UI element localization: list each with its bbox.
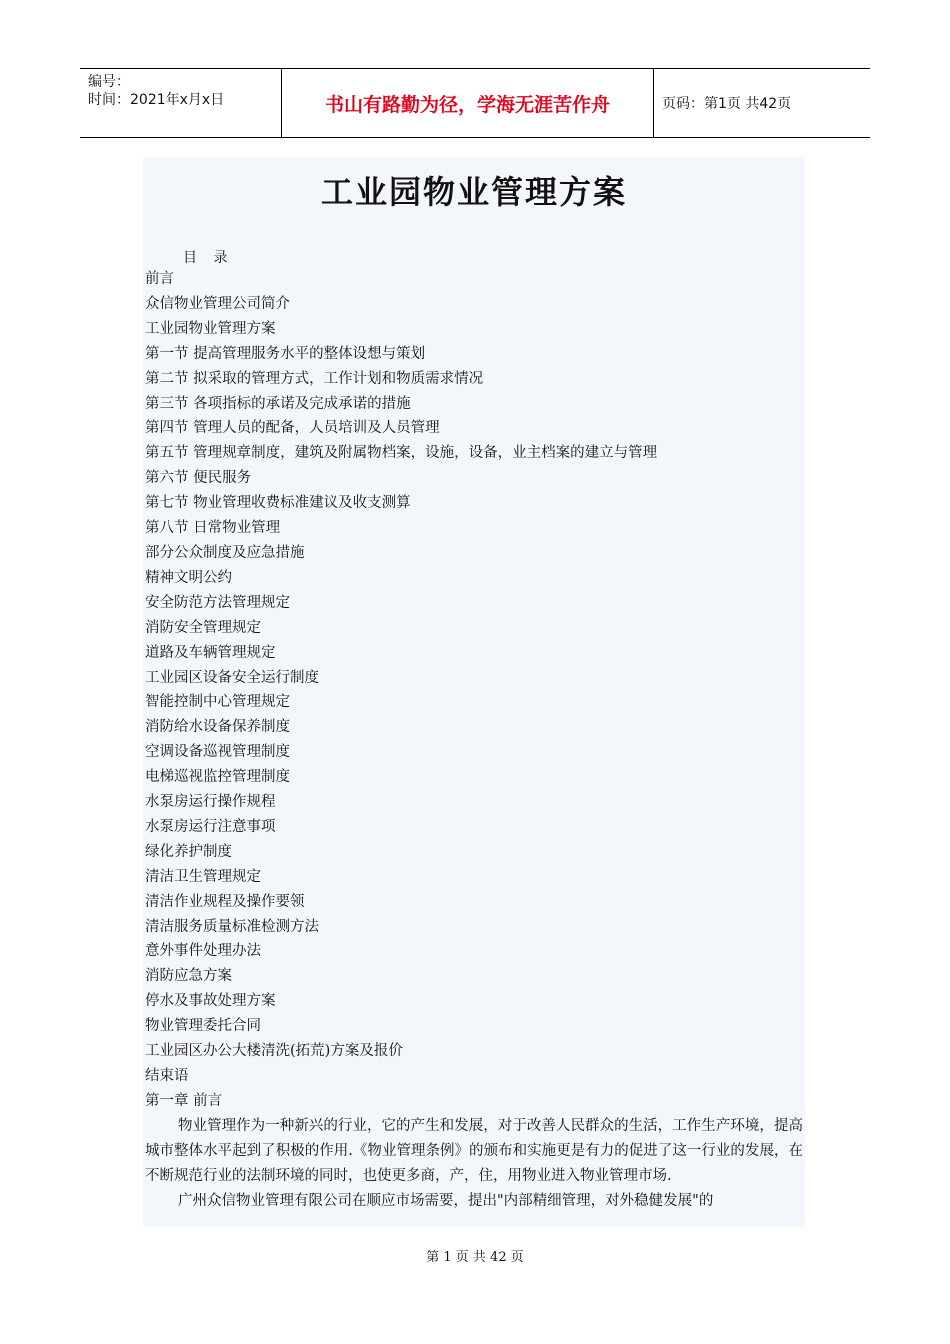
toc-item: 水泵房运行操作规程 — [145, 794, 276, 811]
toc-item: 安全防范方法管理规定 — [145, 594, 290, 611]
header-motto: 书山有路勤为径，学海无涯苦作舟 — [282, 69, 654, 137]
toc-item: 第八节 日常物业管理 — [145, 520, 281, 537]
toc-item: 空调设备巡视管理制度 — [145, 744, 290, 761]
toc-item: 精神文明公约 — [145, 569, 232, 586]
toc-item: 工业园物业管理方案 — [145, 320, 276, 337]
toc-item: 第六节 便民服务 — [145, 470, 252, 487]
toc-item: 第三节 各项指标的承诺及完成承诺的措施 — [145, 395, 411, 412]
toc-item: 消防给水设备保养制度 — [145, 719, 290, 736]
toc-item: 第五节 管理规章制度，建筑及附属物档案，设施，设备，业主档案的建立与管理 — [145, 445, 658, 462]
table-of-contents — [143, 267, 805, 1089]
toc-item: 物业管理委托合同 — [145, 1018, 261, 1035]
body-paragraph: 物业管理作为一种新兴的行业，它的产生和发展，对于改善人民群众的生活，工作生产环境，提高城市整体水平起到了积极的作用.《物业管理条例》的颁布和实施更是有力的促进了这一行业的发展，在不断规范行业的法制环境的同时，也使更多商，产，住，用物业进入物业管理市场. — [145, 1117, 803, 1184]
toc-item: 第二节 拟采取的管理方式，工作计划和物质需求情况 — [145, 370, 484, 387]
toc-item: 部分公众制度及应急措施 — [145, 544, 305, 561]
toc-item: 清洁服务质量标准检测方法 — [145, 918, 319, 935]
toc-item: 第一节 提高管理服务水平的整体设想与策划 — [145, 345, 426, 362]
toc-item: 结束语 — [145, 1068, 189, 1084]
page-footer: 第 1 页 共 42 页 — [426, 1250, 524, 1265]
header-info-cell — [80, 69, 282, 137]
document-title: 工业园物业管理方案 — [320, 173, 627, 211]
toc-item: 第四节 管理人员的配备，人员培训及人员管理 — [145, 420, 440, 437]
toc-item: 道路及车辆管理规定 — [145, 644, 276, 661]
toc-item: 前言 — [145, 271, 174, 287]
toc-item: 停水及事故处理方案 — [145, 993, 276, 1010]
toc-heading: 目 录 — [183, 250, 234, 266]
body-paragraph: 广州众信物业管理有限公司在顺应市场需要，提出"内部精细管理，对外稳健发展"的 — [178, 1192, 714, 1209]
toc-item: 智能控制中心管理规定 — [145, 694, 290, 711]
toc-item: 消防安全管理规定 — [145, 619, 261, 636]
toc-item: 工业园区办公大楼清洗(拓荒)方案及报价 — [145, 1043, 403, 1060]
chapter-heading: 第一章 前言 — [145, 1092, 223, 1109]
document-body — [143, 157, 805, 1227]
toc-item: 清洁作业规程及操作要领 — [145, 893, 305, 910]
toc-item: 消防应急方案 — [145, 968, 232, 985]
toc-item: 电梯巡视监控管理制度 — [145, 769, 290, 786]
toc-item: 绿化养护制度 — [145, 843, 232, 860]
toc-item: 水泵房运行注意事项 — [145, 818, 276, 835]
toc-item: 清洁卫生管理规定 — [145, 868, 261, 885]
toc-item: 第七节 物业管理收费标准建议及收支测算 — [145, 495, 411, 512]
toc-item: 众信物业管理公司简介 — [145, 295, 290, 312]
page-header — [80, 68, 870, 138]
document-number-label: 编号： — [88, 74, 130, 90]
header-page-number: 页码：第1页 共42页 — [662, 96, 792, 112]
toc-item: 意外事件处理办法 — [145, 943, 261, 960]
toc-item: 工业园区设备安全运行制度 — [145, 669, 319, 686]
document-date-label: 时间：2021年x月x日 — [88, 92, 225, 108]
